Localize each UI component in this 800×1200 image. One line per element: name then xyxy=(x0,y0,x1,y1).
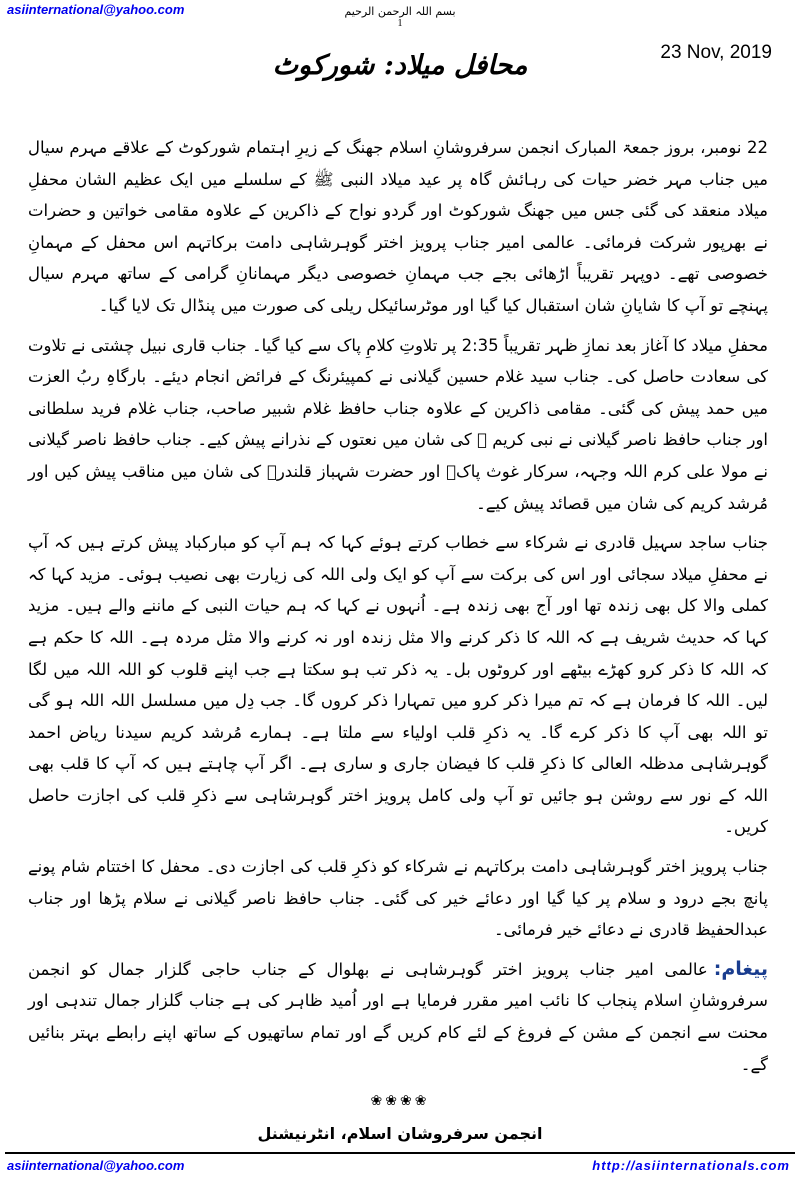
message-label: پیغام: xyxy=(713,957,768,980)
paragraph-intro: 22 نومبر، بروز جمعۃ المبارک انجمن سرفروشانِ اسلام جھنگ کے زیرِ اہتمام شورکوٹ کے علاقے مہرم سیال میں جناب مہر خضر حیات کی رہائش گاہ پر عید میلاد النبی ﷺ کے سلسلے میں ایک عظیم الشان محفلِ میلاد منعقد کی گئی جس میں جھنگ شورکوٹ اور گردو نواح کے ذاکرین کے علاوہ مقامی خواتین و حضرات نے بھرپور شرکت فرمائی۔ عالمی امیر جناب پرویز اختر گوہرشاہی دامت برکاتہم اس محفل کے مہمانِ خصوصی تھے۔ دوپہر تقریباً اڑھائی بجے جب مہمانِ خصوصی دیگر مہمانانِ گرامی کے ساتھ مہرم سیال پہنچے تو آپ کا شایانِ شان استقبال کیا گیا اور موٹرسائیکل ریلی کی صورت میں پنڈال تک لایا گیا۔ xyxy=(28,138,768,315)
footer-organization: انجمن سرفروشان اسلام، انٹرنیشنل xyxy=(257,1124,543,1143)
article-date: 23 Nov, 2019 xyxy=(660,42,772,63)
paragraph-closing: جناب پرویز اختر گوہرشاہی دامت برکاتہم نے شرکاء کو ذکرِ قلب کی اجازت دی۔ محفل کا اختتام شام پونے پانچ بجے درود و سلام پر کیا گیا اور دعائے خیر کی گئی۔ جناب حافظ ناصر گیلانی نے سلام پڑھا اور جناب عبدالحفیظ قادری نے دعائے خیر فرمائی۔ xyxy=(28,857,768,940)
flower-ornament-divider: ❀❀❀❀ xyxy=(370,1093,430,1109)
paragraph-speech: جناب ساجد سہیل قادری نے شرکاء سے خطاب کرتے ہوئے کہا کہ ہم آپ کو مبارکباد پیش کرتے ہیں کہ آپ نے محفلِ میلاد سجائی اور اس کی برکت سے آپ کو ایک ولی اللہ کی زیارت بھی نصیب ہوئی۔ مزید کہا کہ کملی والا کل بھی زندہ تھا اور آج بھی زندہ ہے۔ اُنہوں نے کہا کہ ہم حیات النبی کے ماننے والے ہیں۔ مزید کہا کہ حدیث شریف ہے کہ اللہ کا ذکر کرنے والا مثل زندہ اور نہ کرنے والا مثل مردہ ہے۔ اللہ کا حکم ہے کہ اللہ کا ذکر کرو کھڑے بیٹھے اور کروٹوں بل۔ یہ ذکر تب ہو سکتا ہے جب اپنے قلوب کو اللہ اللہ میں لگا لیں۔ اللہ کا فرمان ہے کہ تم میرا ذکر کرو میں تمہارا ذکر کروں گا۔ جب دِل میں مسلسل اللہ اللہ ہو گی تو اللہ بھی آپ کا ذکر کرے گا۔ یہ ذکرِ قلب اولیاء سے ملتا ہے۔ ہمارے مُرشد کریم سیدنا ریاض احمد گوہرشاہی مدظلہ العالی کا ذکرِ قلب کا فیضان جاری و ساری ہے۔ اگر آپ چاہتے ہیں کہ آپ کا قلب بھی اللہ کے نور سے روشن ہو جائیں تو آپ ولی کامل پرویز اختر گوہرشاہی سے ذکرِ قلب کی اجازت حاصل کریں۔ xyxy=(28,533,768,837)
footer-divider xyxy=(5,1152,795,1154)
paragraph-program: محفلِ میلاد کا آغاز بعد نمازِ ظہر تقریباً 2:35 پر تلاوتِ کلامِ پاک سے کیا گیا۔ جناب قاری نبیل چشتی نے تلاوت کی سعادت حاصل کی۔ جناب سید غلام حسین گیلانی نے کمپیئرنگ کے فرائض انجام دیئے۔ بارگاہِ ربُ العزت میں حمد پیش کی گئی۔ مقامی ذاکرین کے علاوہ جناب حافظ غلام شبیر صاحب، جناب غلام فرید سلطانی اور جناب حافظ ناصر گیلانی نے نبی کریم ﷺ کی شان میں نعتوں کے نذرانے پیش کیے۔ جناب حافظ ناصر گیلانی نے مولا علی کرم اللہ وجہہ، سرکار غوث پاکؒ اور حضرت شہباز قلندرؒ کی شان میں مناقب پیش کیں اور مُرشد کریم کی شان میں قصائد پیش کیے۔ xyxy=(28,335,768,513)
article-title: محافل میلاد: شورکوٹ xyxy=(272,50,528,81)
page-number: 1 xyxy=(397,18,403,29)
footer-email-link[interactable]: asiinternational@yahoo.com xyxy=(7,1158,185,1173)
article-body xyxy=(28,132,768,1080)
bismillah-heading: بسم اللہ الرحمن الرحیم xyxy=(344,5,456,18)
header-email-link[interactable]: asiinternational@yahoo.com xyxy=(7,2,185,17)
message-text: عالمی امیر جناب پرویز اختر گوہرشاہی نے بھلوال کے جناب حاجی گلزار جمال کو انجمن سرفروشانِ اسلام پنجاب کا نائب امیر مقرر فرمایا ہے اور اُمید ظاہر کی ہے جناب گلزار جمال تندہی اور محنت سے انجمن کے مشن کے فروغ کے لئے کام کریں گے اور تمام ساتھیوں کے ساتھ اپنے رابطے بہتر بنائیں گے۔ xyxy=(28,959,768,1074)
footer-website-link[interactable]: http://asiinternationals.com xyxy=(592,1158,790,1173)
message-paragraph xyxy=(28,954,768,1080)
